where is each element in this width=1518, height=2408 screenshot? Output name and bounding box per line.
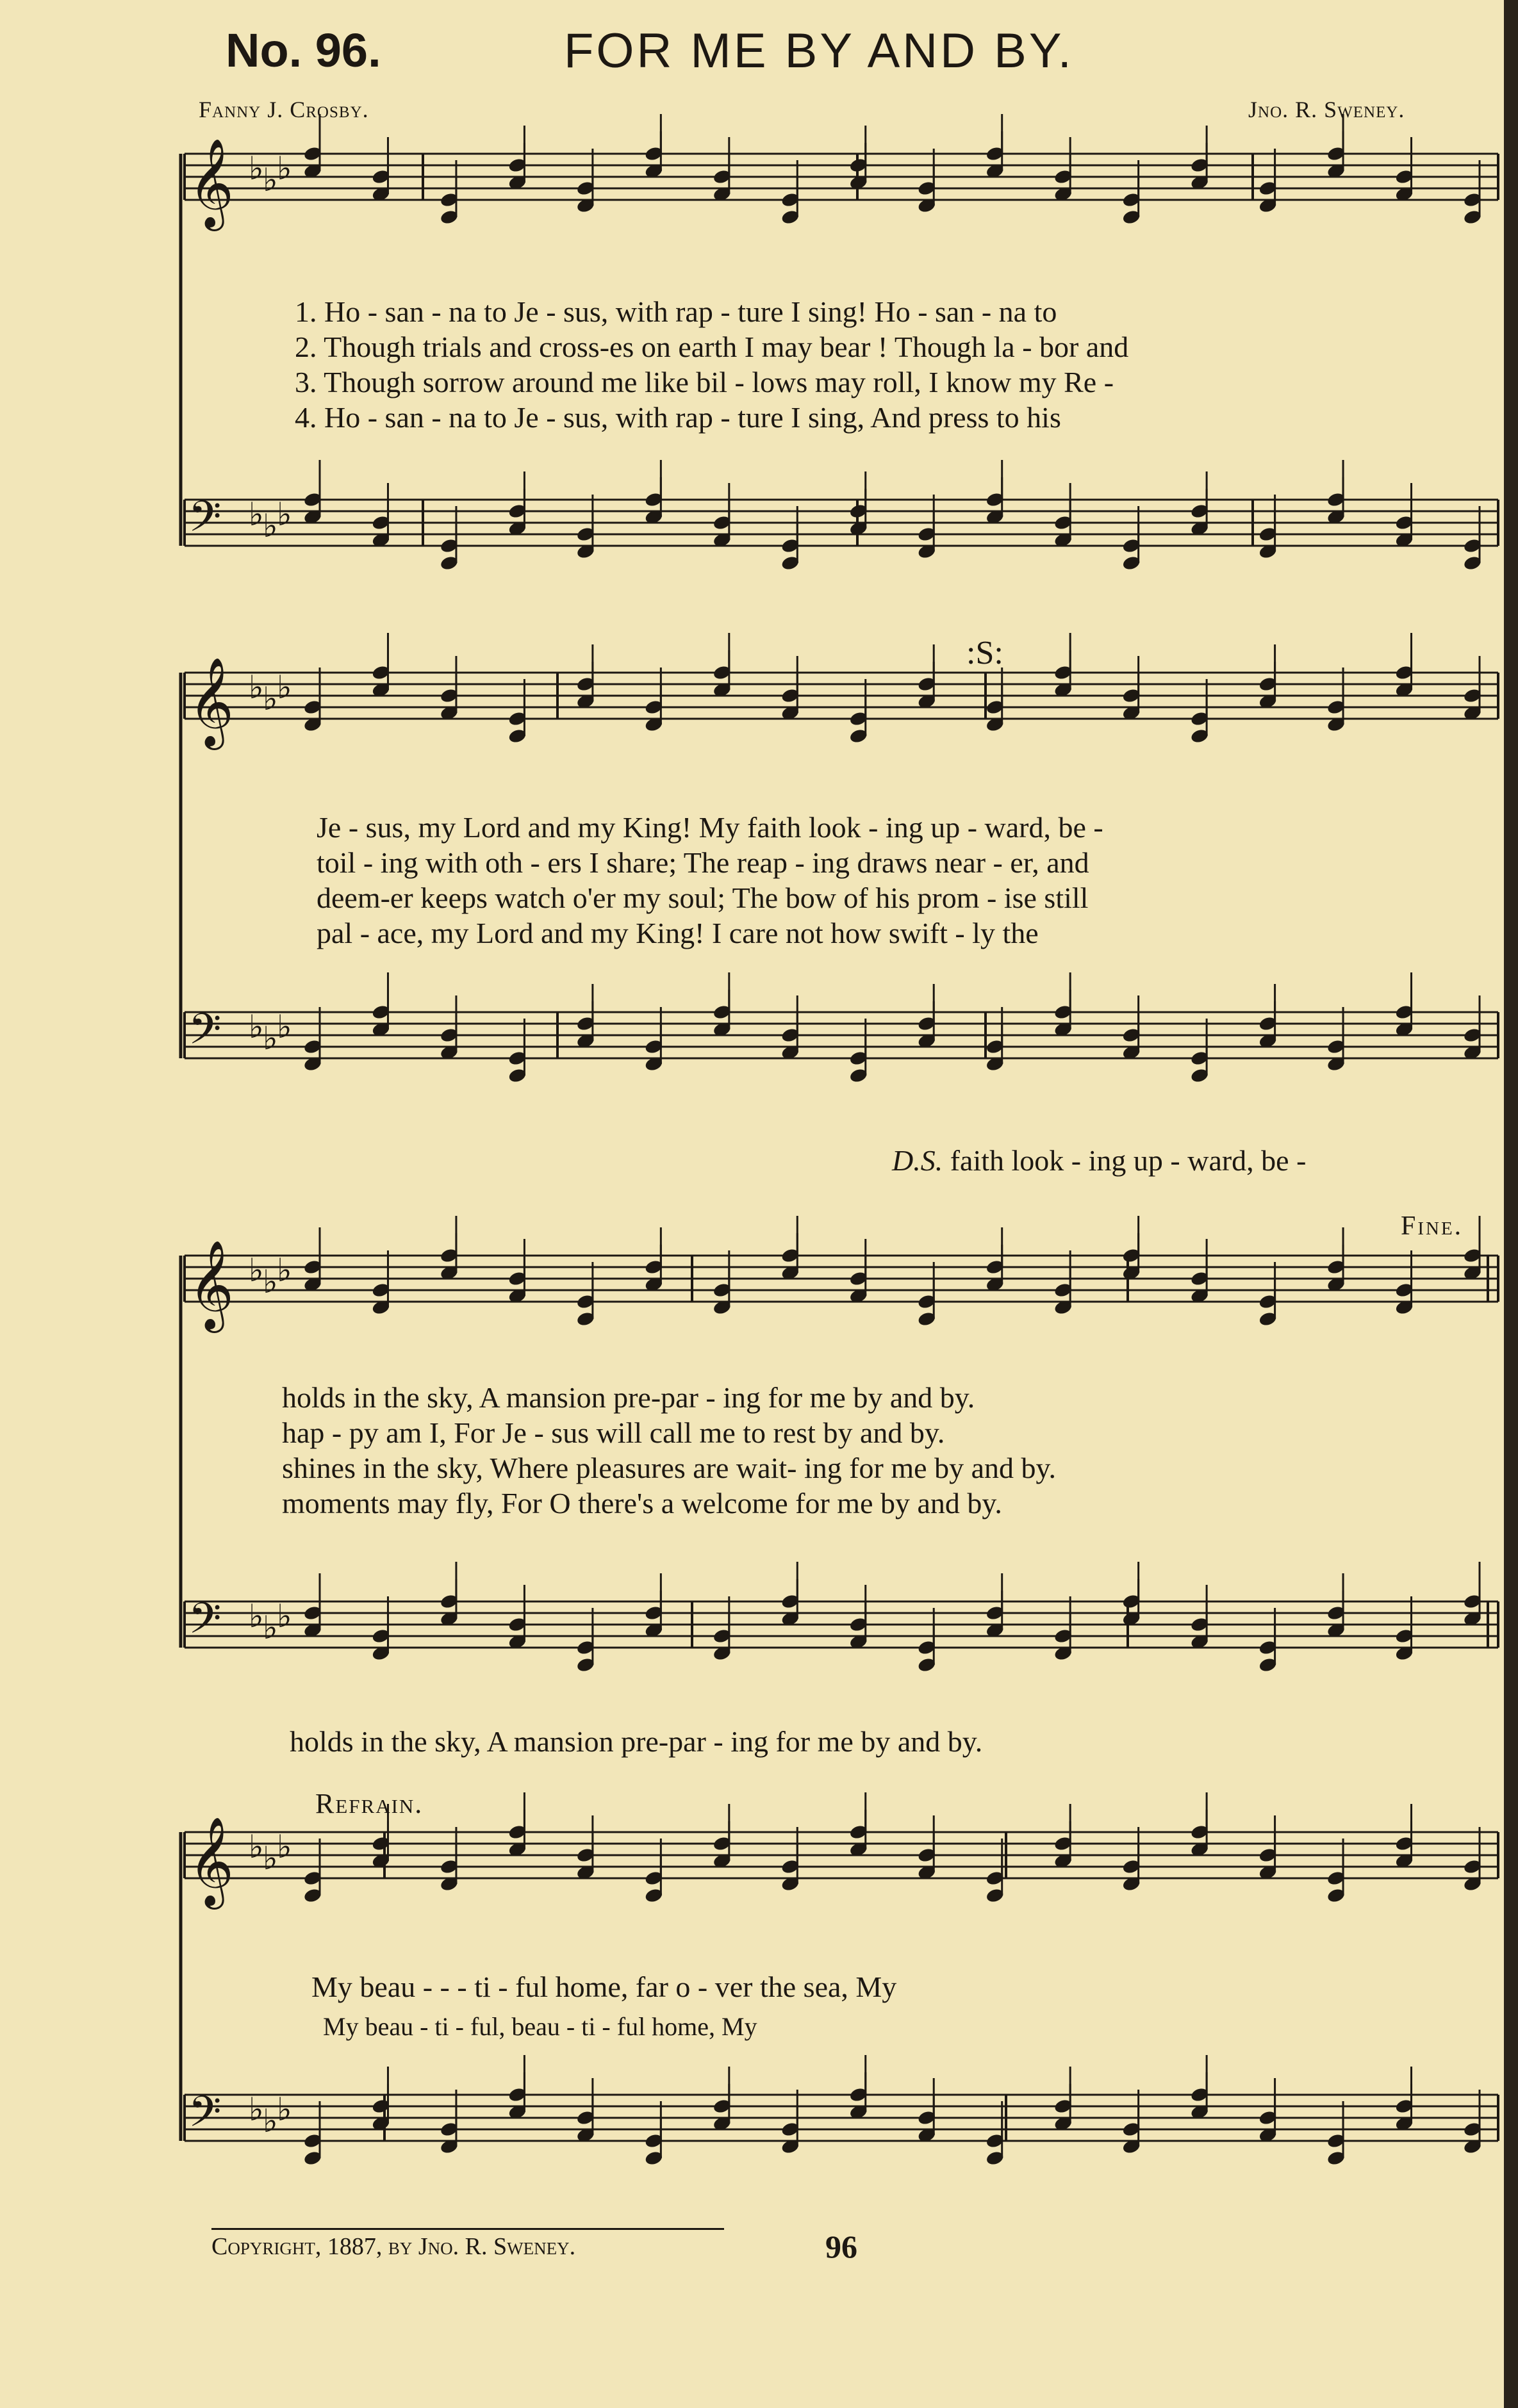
clef-glyph: ♭ [263,1609,278,1646]
clef-glyph: ♭ [277,2091,292,2128]
clef-glyph: ♭ [249,1252,264,1289]
clef-glyph: ♭ [277,496,292,533]
clef-glyph: 𝄞 [188,1240,234,1329]
clef-glyph: ♭ [277,1008,292,1045]
clef-glyph: 𝄞 [188,657,234,746]
clef-glyph: ♭ [263,1263,278,1300]
author-credit: Fanny J. Crosby. [199,97,369,122]
clef-glyph: ♭ [263,1840,278,1877]
stanza-4-line-1: 4. Ho - san - na to Je - sus, with rap - ture I sing, And press to his [295,401,1061,434]
stanza-3-line-2: deem-er keeps watch o'er my soul; The bow of his prom - ise still [317,881,1089,914]
clef-glyph: 𝄢 [188,1004,222,1064]
clef-glyph: ♭ [277,1828,292,1865]
clef-glyph: ♭ [249,1008,264,1045]
clef-glyph: ♭ [263,1020,278,1057]
clef-glyph: ♭ [263,2102,278,2140]
clef-glyph: 𝄢 [188,2087,222,2147]
clef-glyph: 𝄢 [188,1594,222,1653]
clef-glyph: ♭ [277,1598,292,1635]
clef-glyph: ♭ [249,496,264,533]
segno-sign: :S: [966,635,1003,671]
footer-rule [211,2228,724,2230]
stanza-3-line-3: shines in the sky, Where pleasures are wait- ing for me by and by. [282,1452,1056,1484]
clef-glyph: ♭ [277,1252,292,1289]
dal-segno-lyric: faith look - ing up - ward, be - [950,1144,1307,1177]
refrain-lyric: My beau - - - ti - ful home, far o - ver the sea, My [311,1970,897,2003]
clef-glyph: ♭ [249,1828,264,1865]
clef-glyph: 𝄞 [188,1817,234,1906]
stanza-1-line-1: 1. Ho - san - na to Je - sus, with rap - ture I sing! Ho - san - na to [295,295,1057,328]
hymn-number: No. 96. [226,24,381,77]
clef-glyph: ♭ [277,150,292,187]
fine-mark: Fine. [1401,1211,1464,1241]
stanza-3-line-1: 3. Though sorrow around me like bil - lows may roll, I know my Re - [295,366,1114,398]
stanza-4-line-3: moments may fly, For O there's a welcome for me by and by. [282,1487,1002,1519]
refrain-label: Refrain. [315,1788,424,1819]
dal-segno-mark: D.S. [892,1144,943,1177]
clef-glyph: 𝄢 [188,492,222,552]
clef-glyph: ♭ [263,680,278,717]
composer-credit: Jno. R. Sweney. [1248,97,1405,122]
clef-glyph: ♭ [249,1598,264,1635]
copyright-notice: Copyright, 1887, by Jno. R. Sweney. [211,2233,576,2260]
clef-glyph: 𝄞 [188,138,234,227]
stanza-4-line-2: pal - ace, my Lord and my King! I care not how swift - ly the [317,917,1039,949]
stanza-2-line-2: toil - ing with oth - ers I share; The reap - ing draws near - er, and [317,846,1089,879]
stanza-1-line-2: Je - sus, my Lord and my King! My faith look - ing up - ward, be - [317,811,1103,844]
clef-glyph: ♭ [249,150,264,187]
bass-lyric-repeat: holds in the sky, A mansion pre-par - ing for me by and by. [290,1725,983,1758]
clef-glyph: ♭ [249,669,264,706]
stanza-2-line-3: hap - py am I, For Je - sus will call me to rest by and by. [282,1416,945,1449]
dal-segno-line [892,1143,1306,1177]
clef-glyph: ♭ [263,161,278,199]
hymn-title: FOR ME BY AND BY. [564,24,1074,78]
clef-glyph: ♭ [249,2091,264,2128]
stanza-1-line-3: holds in the sky, A mansion pre-par - ing for me by and by. [282,1381,975,1414]
refrain-echo-lyric: My beau - ti - ful, beau - ti - ful home, My [323,2012,757,2041]
page-number: 96 [825,2229,857,2265]
stanza-2-line-1: 2. Though trials and cross-es on earth I may bear ! Though la - bor and [295,331,1129,363]
clef-glyph: ♭ [277,669,292,706]
clefs [188,138,292,2147]
clef-glyph: ♭ [263,507,278,545]
